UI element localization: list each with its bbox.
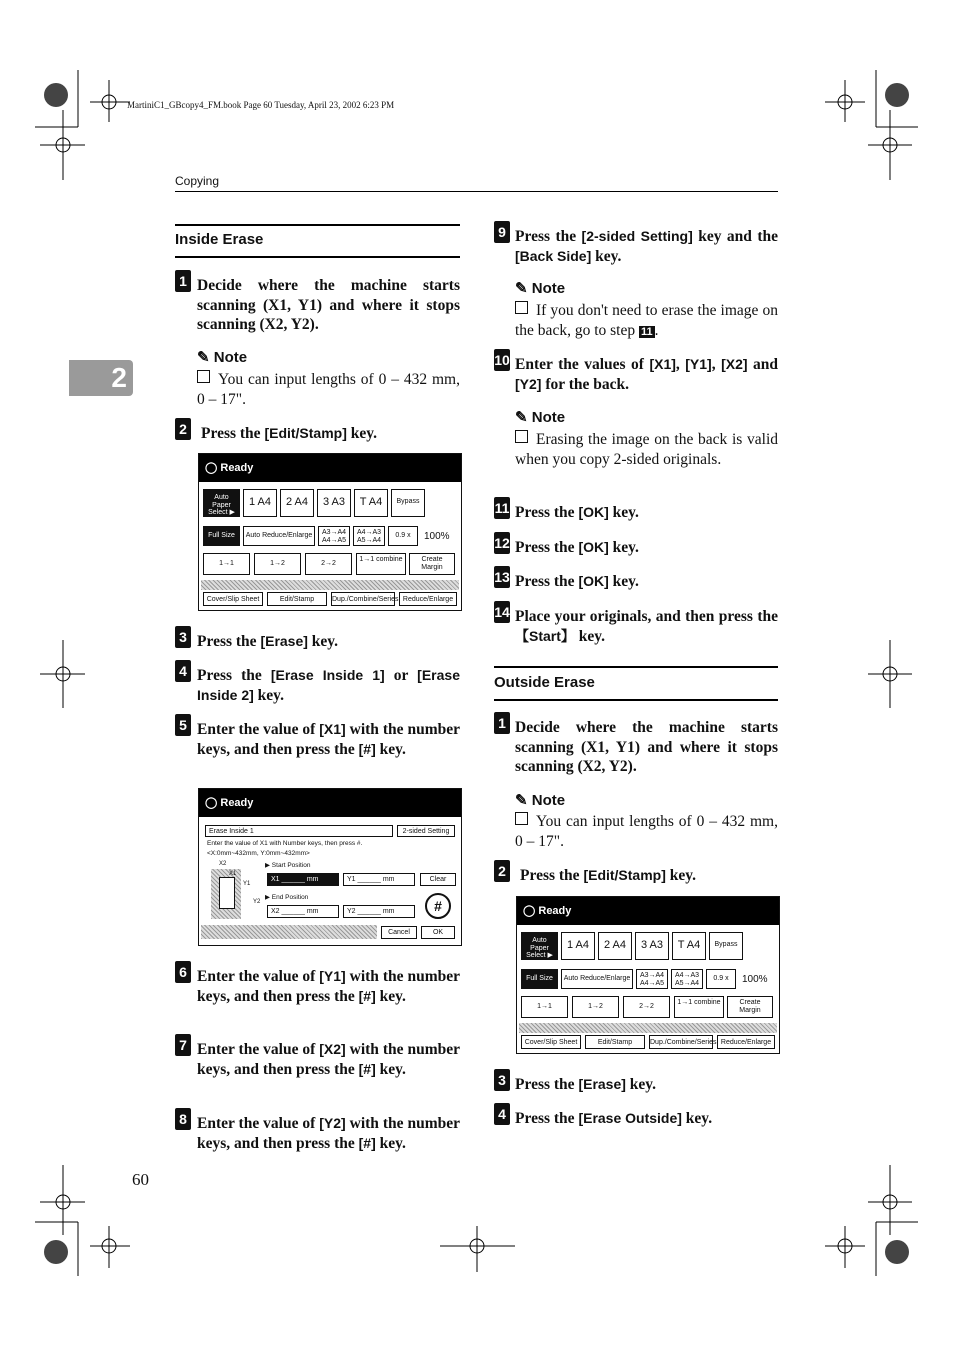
step-number: 8: [175, 1108, 191, 1130]
status-bar: ◯ Ready: [517, 897, 779, 925]
hatch-strip: [201, 925, 377, 939]
step-number: 11: [494, 497, 510, 519]
section-rule-top: [175, 224, 460, 226]
note-heading: ✎ Note: [515, 792, 566, 809]
step-text: Press the [Erase Outside] key.: [515, 1110, 713, 1127]
y2-field[interactable]: Y2 ______ mm: [343, 905, 415, 918]
step-text: Decide where the machine starts scanning (X1, Y1) and where it stops scanning (X2, Y2).: [515, 719, 778, 775]
cancel-button[interactable]: Cancel: [381, 926, 417, 939]
step-number: 6: [175, 961, 191, 983]
pencil-icon: ✎: [515, 280, 528, 297]
full-size-button[interactable]: Full Size: [521, 969, 558, 989]
step-text: Press the [2-sided Setting] key and the [Back Side] key.: [515, 228, 778, 265]
x2-field[interactable]: X2 ______ mm: [267, 905, 339, 918]
step-number: 7: [175, 1034, 191, 1056]
section-title-outside-erase: Outside Erase: [494, 674, 595, 691]
step-text: Press the [OK] key.: [515, 539, 639, 556]
running-head: Copying: [175, 174, 220, 188]
duplex-2-2-button[interactable]: 2→2: [305, 553, 352, 575]
create-margin-button[interactable]: Create Margin: [727, 996, 773, 1018]
bypass-button[interactable]: Bypass: [709, 932, 743, 960]
note-heading: ✎ Note: [515, 409, 566, 426]
x1-field[interactable]: X1 ______ mm: [267, 873, 339, 886]
pencil-icon: ✎: [197, 349, 210, 366]
step-text: Press the [Edit/Stamp] key.: [520, 867, 697, 884]
step-number: 12: [494, 532, 510, 554]
range-text: <X:0mm~432mm, Y:0mm~432mm>: [207, 850, 310, 857]
zoom-button[interactable]: 0.9 x: [706, 969, 736, 989]
section-title-inside-erase: Inside Erase: [175, 231, 264, 248]
enlarge-button[interactable]: A4→A3 A5→A4: [671, 969, 703, 989]
step-number: 9: [494, 221, 510, 243]
section-rule-top: [494, 666, 778, 668]
ok-button[interactable]: OK: [421, 926, 455, 939]
section-rule-bottom: [494, 699, 778, 701]
tab-cover-slip-sheet[interactable]: Cover/Slip Sheet: [521, 1035, 581, 1049]
tray-2-button[interactable]: 2 A4: [280, 489, 314, 517]
tab-dup-combine-series[interactable]: Dup./Combine/Series: [649, 1035, 713, 1049]
create-margin-button[interactable]: Create Margin: [409, 553, 455, 575]
full-size-button[interactable]: Full Size: [203, 526, 240, 546]
step-text: Enter the value of [Y1] with the number keys, and then press the [#] key.: [197, 968, 460, 1005]
reduce-button[interactable]: A3→A4 A4→A5: [318, 526, 350, 546]
screen-title: Erase Inside 1: [205, 825, 393, 837]
step-number: 13: [494, 566, 510, 588]
checkbox-bullet-icon: [515, 430, 528, 443]
step-text: Enter the value of [X1] with the number keys, and then press the [#] key.: [197, 721, 460, 758]
combine-button[interactable]: 1→1 combine: [356, 553, 406, 575]
erase-inside-screen: [198, 788, 462, 946]
step-text: Decide where the machine starts scanning (X1, Y1) and where it stops scanning (X2, Y2).: [197, 277, 460, 333]
note-heading: ✎ Note: [197, 349, 248, 366]
step-text: Press the [OK] key.: [515, 573, 639, 590]
note-body: Erasing the image on the back is valid when you copy 2-sided originals.: [515, 431, 778, 468]
tab-edit-stamp[interactable]: Edit/Stamp: [585, 1035, 645, 1049]
step-text: Press the [Edit/Stamp] key.: [201, 425, 378, 442]
hatch-strip: [201, 580, 459, 590]
step-text: Place your originals, and then press the 【Start】 key.: [515, 608, 778, 645]
pencil-icon: ✎: [515, 792, 528, 809]
auto-paper-button[interactable]: Auto Paper Select ▶: [203, 489, 240, 517]
diagram-label-x1: X1: [229, 871, 237, 877]
auto-reduce-enlarge-button[interactable]: Auto Reduce/Enlarge: [243, 526, 315, 546]
step-text: Press the [OK] key.: [515, 504, 639, 521]
instruction-text: Enter the value of X1 with Number keys, then press #.: [207, 840, 363, 847]
note-body: If you don't need to erase the image on the back, go to step 11 .: [515, 302, 778, 339]
step-number: 2: [494, 860, 510, 882]
copier-screen: [516, 896, 780, 1054]
status-bar: ◯ Ready: [199, 454, 461, 482]
two-sided-setting-button[interactable]: 2-sided Setting: [397, 825, 455, 837]
bypass-button[interactable]: Bypass: [391, 489, 425, 517]
page-number: 60: [132, 1170, 149, 1189]
auto-paper-button[interactable]: Auto Paper Select ▶: [521, 932, 558, 960]
duplex-1-2-button[interactable]: 1→2: [572, 996, 619, 1018]
clear-button[interactable]: Clear: [420, 873, 456, 886]
duplex-1-1-button[interactable]: 1→1: [521, 996, 568, 1018]
section-rule-bottom: [175, 256, 460, 258]
tray-3-button[interactable]: 3 A3: [635, 932, 669, 960]
hash-key-icon[interactable]: #: [425, 893, 451, 919]
end-position-label: ▶ End Position: [265, 894, 309, 901]
combine-button[interactable]: 1→1 combine: [674, 996, 724, 1018]
reduce-button[interactable]: A3→A4 A4→A5: [636, 969, 668, 989]
tray-1-button[interactable]: 1 A4: [561, 932, 595, 960]
step-number: 1: [175, 270, 191, 292]
tray-lct-button[interactable]: T A4: [354, 489, 388, 517]
note-heading: ✎ Note: [515, 280, 566, 297]
step-number: 14: [494, 601, 510, 623]
step-text: Press the [Erase Inside 1] or [Erase Inside 2] key.: [197, 667, 460, 704]
y1-field[interactable]: Y1 ______ mm: [343, 873, 415, 886]
erase-region: [219, 877, 235, 909]
tab-reduce-enlarge[interactable]: Reduce/Enlarge: [717, 1035, 775, 1049]
status-bar: ◯ Ready: [199, 789, 461, 817]
ratio-readout: 100%: [424, 531, 450, 542]
checkbox-bullet-icon: [197, 370, 210, 383]
tray-2-button[interactable]: 2 A4: [598, 932, 632, 960]
step-number: 2: [175, 418, 191, 440]
print-header: MartiniC1_GBcopy4_FM.book Page 60 Tuesday, April 23, 2002 6:23 PM: [127, 100, 395, 110]
start-position-label: ▶ Start Position: [265, 862, 311, 869]
step-number: 1: [494, 712, 510, 734]
step-text: Enter the value of [X2] with the number keys, and then press the [#] key.: [197, 1041, 460, 1078]
step-number: 3: [175, 626, 191, 648]
tray-lct-button[interactable]: T A4: [672, 932, 706, 960]
checkbox-bullet-icon: [515, 301, 528, 314]
step-number: 3: [494, 1069, 510, 1091]
enlarge-button[interactable]: A4→A3 A5→A4: [353, 526, 385, 546]
tab-dup-combine-series[interactable]: Dup./Combine/Series: [331, 592, 395, 606]
step-number: 10: [494, 349, 510, 371]
copier-screen: [198, 453, 462, 611]
note-body: You can input lengths of 0 – 432 mm, 0 – 17".: [197, 371, 460, 408]
zoom-button[interactable]: 0.9 x: [388, 526, 418, 546]
tray-1-button[interactable]: 1 A4: [243, 489, 277, 517]
step-number: 4: [175, 660, 191, 682]
diagram-label-y1: Y1: [243, 881, 251, 887]
diagram-label-y2: Y2: [253, 899, 261, 905]
pencil-icon: ✎: [515, 409, 528, 426]
ratio-readout: 100%: [742, 974, 768, 985]
step-text: Enter the values of [X1], [Y1], [X2] and [Y2] for the back.: [515, 356, 779, 393]
tab-edit-stamp[interactable]: Edit/Stamp: [267, 592, 327, 606]
duplex-2-2-button[interactable]: 2→2: [623, 996, 670, 1018]
note-body: You can input lengths of 0 – 432 mm, 0 – 17".: [515, 813, 778, 850]
step-text: Press the [Erase] key.: [515, 1076, 657, 1093]
step-number: 4: [494, 1103, 510, 1125]
duplex-1-2-button[interactable]: 1→2: [254, 553, 301, 575]
auto-reduce-enlarge-button[interactable]: Auto Reduce/Enlarge: [561, 969, 633, 989]
step-text: Enter the value of [Y2] with the number keys, and then press the [#] key.: [197, 1115, 460, 1152]
chapter-tab: 2: [69, 360, 133, 396]
checkbox-bullet-icon: [515, 812, 528, 825]
step-number: 5: [175, 714, 191, 736]
step-text: Press the [Erase] key.: [197, 633, 339, 650]
tab-cover-slip-sheet[interactable]: Cover/Slip Sheet: [203, 592, 263, 606]
tray-3-button[interactable]: 3 A3: [317, 489, 351, 517]
tab-reduce-enlarge[interactable]: Reduce/Enlarge: [399, 592, 457, 606]
header-rule: [175, 191, 778, 192]
diagram-label-x2: X2: [219, 861, 227, 867]
hatch-strip: [519, 1023, 777, 1033]
duplex-1-1-button[interactable]: 1→1: [203, 553, 250, 575]
